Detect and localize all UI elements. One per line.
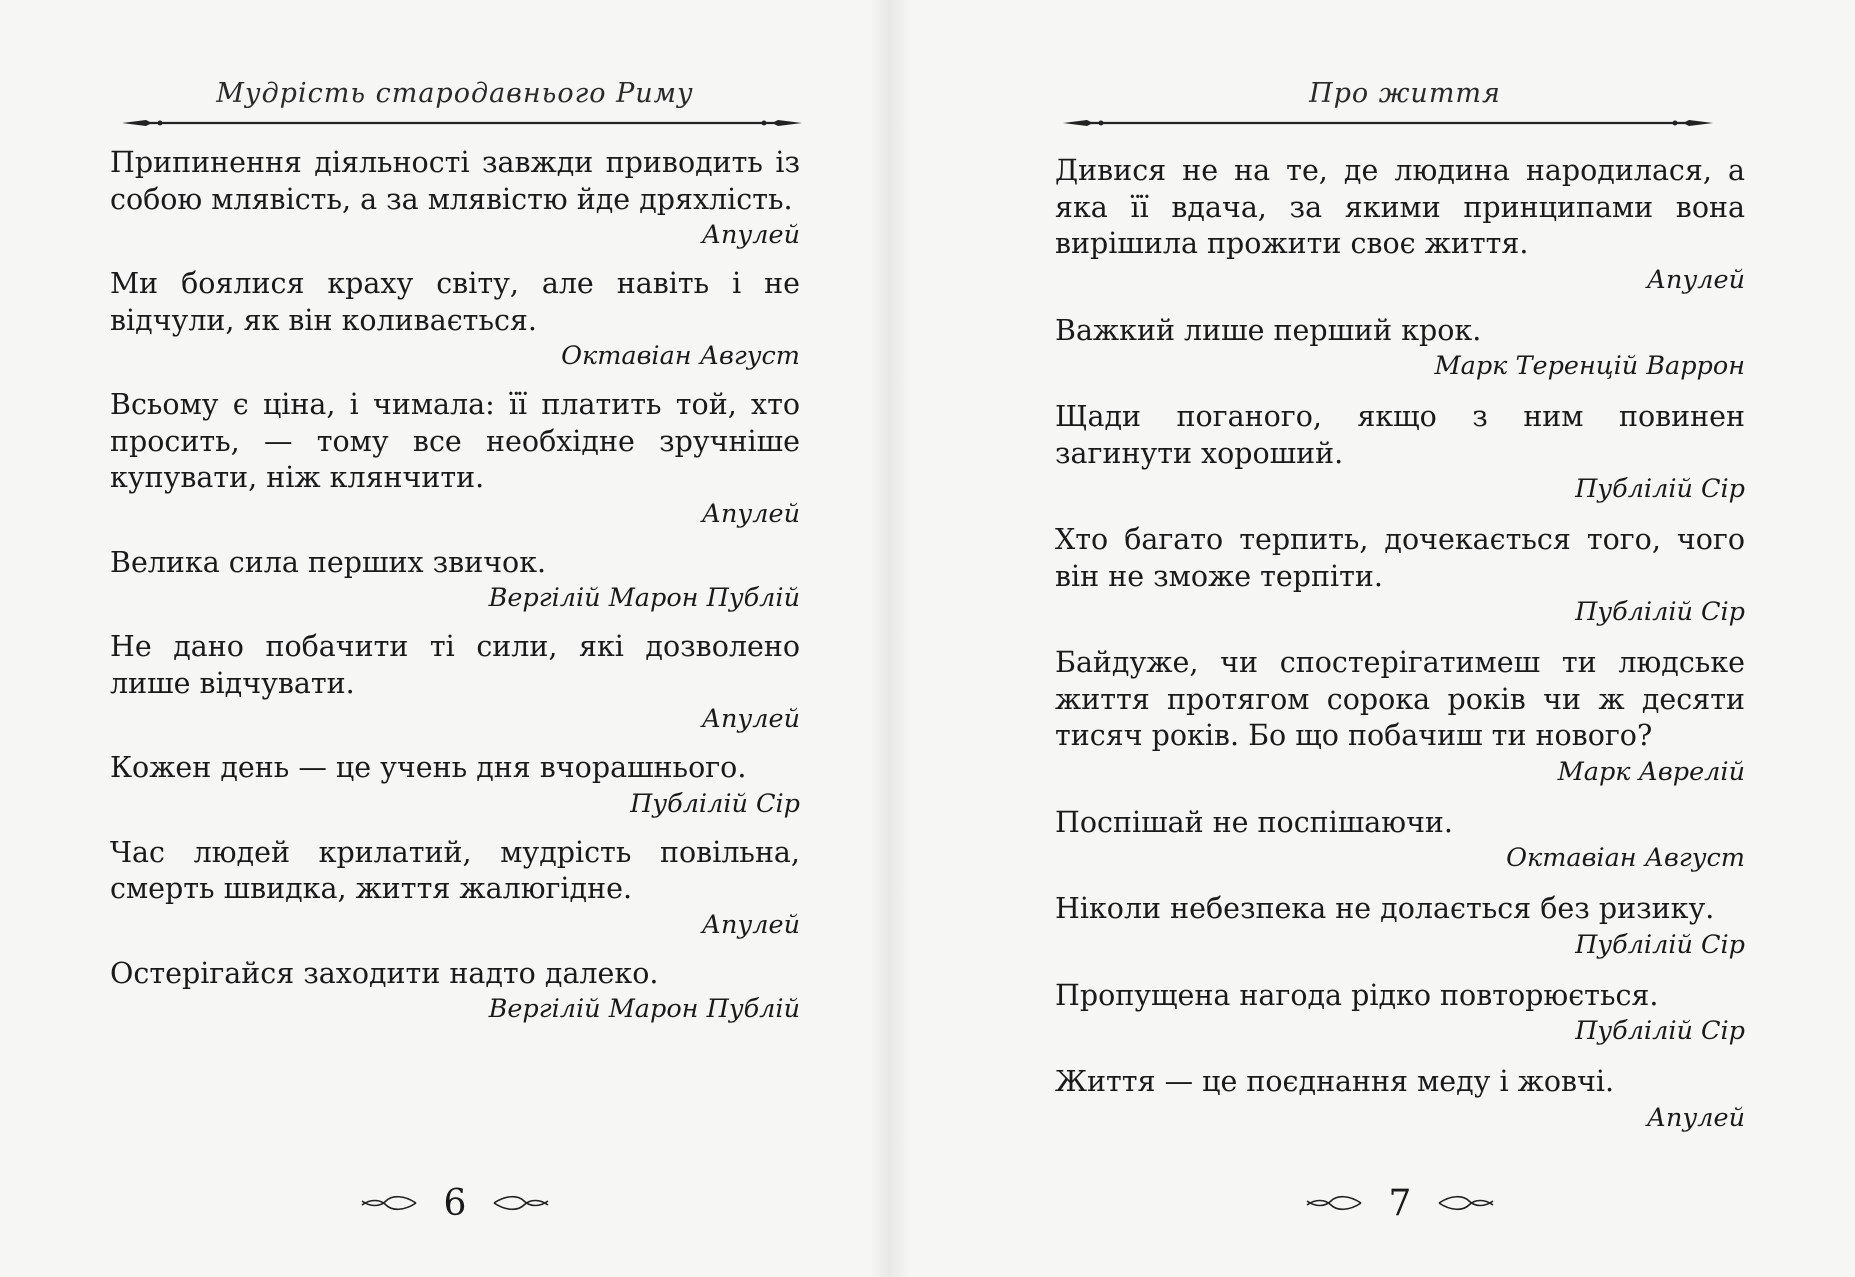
- quote-text: Дивися не на те, де людина народилася, а яка її вдача, за якими принципами вона вирішила прожити своє життя.: [1055, 154, 1745, 260]
- quote-list: [1055, 153, 1745, 1151]
- quote-block: [1055, 1064, 1745, 1135]
- quote-block: [110, 145, 800, 252]
- swirl-flourish-icon: [356, 1191, 418, 1215]
- quote-block: [110, 629, 800, 736]
- running-head: Про життя: [1309, 78, 1501, 109]
- right-page: [1055, 0, 1745, 1277]
- quote-text: Велика сила перших звичок.: [110, 545, 547, 579]
- quote-block: [1055, 891, 1745, 962]
- quote-author: Марк Теренцій Варрон: [1434, 351, 1745, 381]
- quote-author: Апулей: [701, 498, 800, 529]
- quote-text: Ми боялися краху світу, але навіть і не відчули, як він коливається.: [110, 267, 800, 337]
- quote-text: Хто багато терпить, дочекається того, чого він не зможе терпіти.: [1055, 523, 1745, 593]
- quote-block: [1055, 313, 1745, 384]
- quote-author: Публілій Сір: [630, 788, 800, 819]
- quote-author: Апулей: [1646, 1102, 1745, 1133]
- quote-text: Життя — це поєднання меду і жовчі.: [1055, 1065, 1615, 1098]
- quote-text: Поспішай не поспішаючи.: [1055, 805, 1453, 839]
- quote-block: [1055, 522, 1745, 629]
- quote-author: Апулей: [701, 704, 800, 734]
- quote-author: Публілій Сір: [1575, 597, 1745, 627]
- quote-block: [1055, 645, 1745, 789]
- quote-author: Вергілій Марон Публій: [488, 583, 800, 613]
- quote-author: Апулей: [701, 220, 800, 250]
- quote-author: Публілій Сір: [1575, 1016, 1745, 1046]
- quote-author: Апулей: [1646, 264, 1745, 295]
- quote-block: [110, 266, 800, 373]
- quote-block: [110, 835, 800, 942]
- quote-block: [110, 956, 800, 1027]
- left-page: [110, 0, 800, 1277]
- quote-block: [1055, 805, 1745, 876]
- quote-author: Марк Аврелій: [1557, 756, 1745, 787]
- ornamental-rule-icon: [1063, 118, 1713, 128]
- quote-author: Публілій Сір: [1575, 929, 1745, 960]
- page-number: 7: [1388, 1182, 1412, 1224]
- quote-text: Байдуже, чи спостерігатимеш ти людське життя протягом сорока років чи ж десяти тисяч років. Бо що побачиш ти нового?: [1055, 646, 1745, 752]
- quote-text: Остерігайся заходити надто далеко.: [110, 956, 659, 990]
- page-folio: [110, 1180, 800, 1224]
- quote-list: [110, 145, 800, 1040]
- page-number: 6: [443, 1182, 467, 1224]
- quote-text: Час людей крилатий, мудрість повільна, смерть швидка, життя жалюгідне.: [110, 835, 800, 905]
- ornamental-rule-icon: [122, 118, 802, 128]
- quote-text: Ніколи небезпека не долається без ризику.: [1055, 892, 1715, 925]
- quote-author: Октавіан Август: [561, 341, 800, 371]
- page-folio: [1055, 1180, 1745, 1224]
- quote-block: [110, 545, 800, 616]
- running-head: Мудрість стародавнього Риму: [216, 78, 694, 109]
- quote-author: Вергілій Марон Публій: [488, 994, 800, 1024]
- quote-text: Всьому є ціна, і чимала: її платить той, хто просить, — тому все необхідне зручніше купувати, ніж клянчити.: [110, 388, 800, 494]
- quote-author: Апулей: [701, 909, 800, 940]
- quote-text: Кожен день — це учень дня вчорашнього.: [110, 751, 747, 784]
- quote-text: Не дано побачити ті сили, які дозволено лише відчувати.: [110, 630, 800, 700]
- quote-text: Щади поганого, якщо з ним повинен загинути хороший.: [1055, 400, 1745, 470]
- quote-author: Публілій Сір: [1575, 474, 1745, 504]
- swirl-flourish-icon: [492, 1191, 554, 1215]
- quote-text: Припинення діяльності завжди приводить із собою млявість, а за млявістю йде дряхлість.: [110, 146, 800, 216]
- quote-block: [110, 387, 800, 531]
- swirl-flourish-icon: [1437, 1191, 1499, 1215]
- quote-block: [1055, 978, 1745, 1049]
- quote-block: [1055, 399, 1745, 506]
- quote-block: [110, 750, 800, 821]
- quote-text: Важкий лише перший крок.: [1055, 313, 1482, 347]
- quote-author: Октавіан Август: [1506, 843, 1745, 873]
- book-gutter: [870, 0, 910, 1277]
- quote-block: [1055, 153, 1745, 297]
- quote-text: Пропущена нагода рідко повторюється.: [1055, 978, 1659, 1012]
- swirl-flourish-icon: [1301, 1191, 1363, 1215]
